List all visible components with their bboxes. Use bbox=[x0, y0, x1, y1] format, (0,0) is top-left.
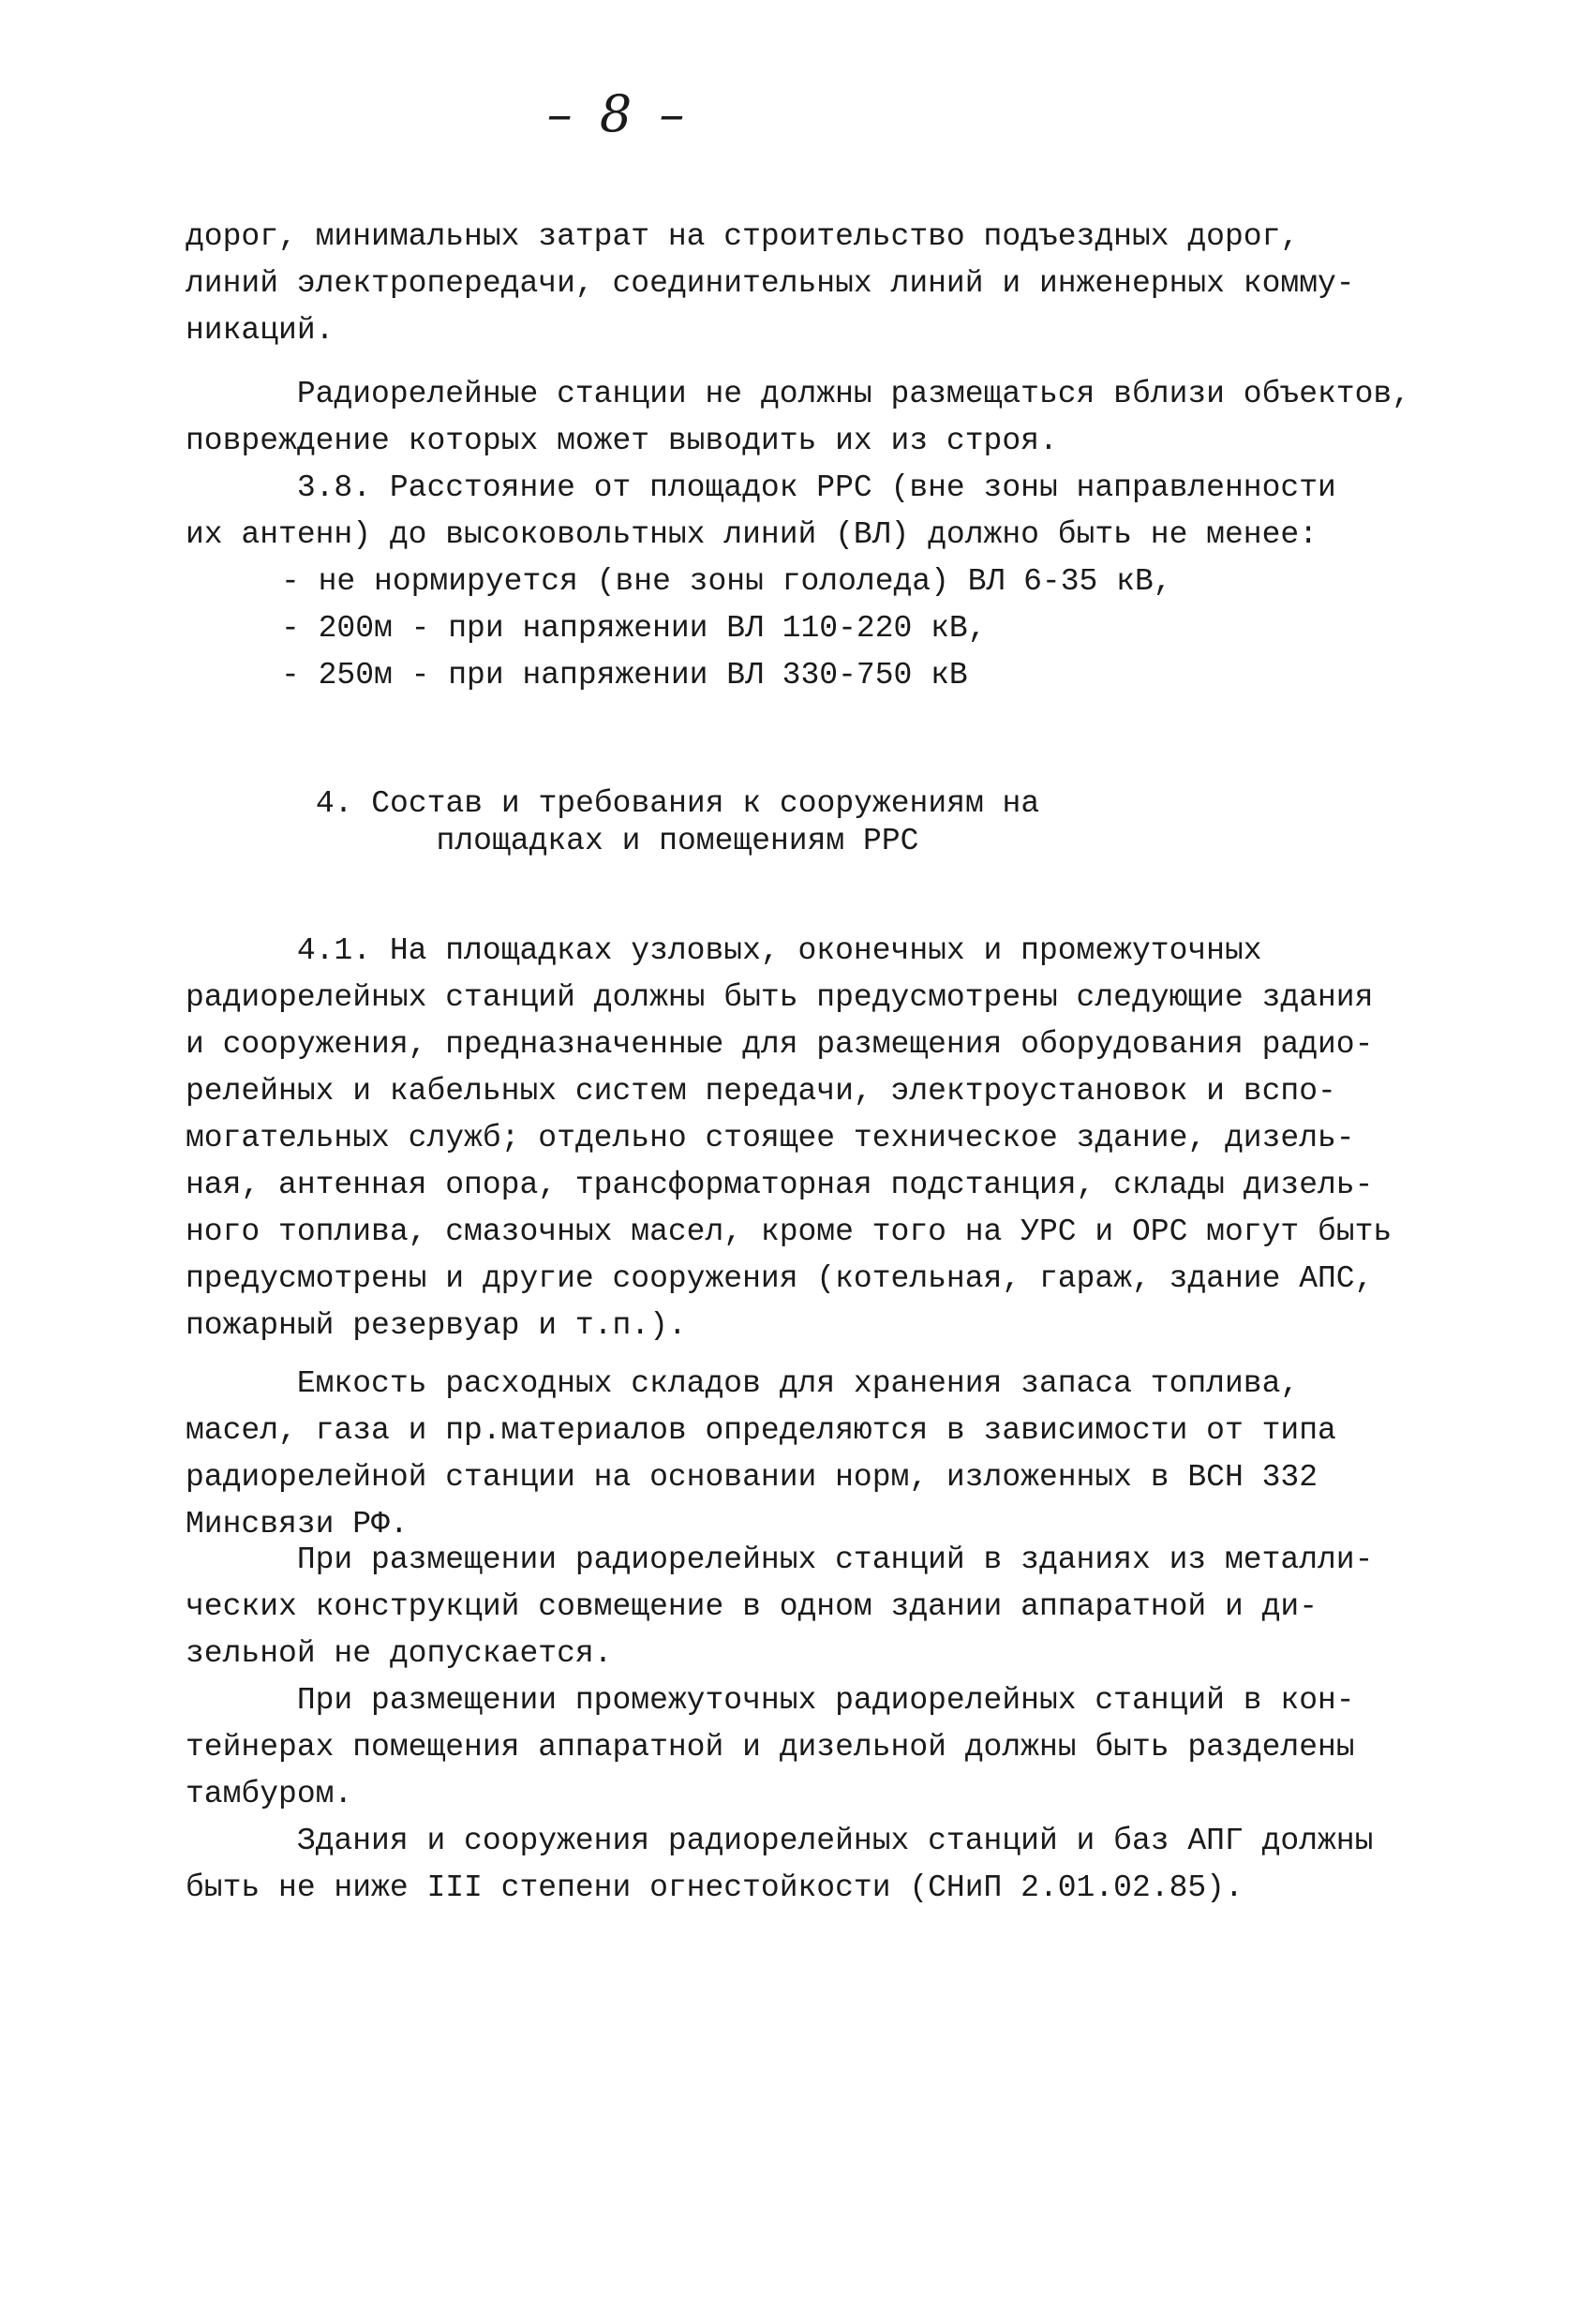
paragraph-placement-restriction: Радиорелейные станции не должны размещаться вблизи объектов, повреждение которых может выводить их из строя. bbox=[186, 377, 1411, 458]
paragraph-3-8-distance: 3.8. Расстояние от площадок РРС (вне зоны направленности их антенн) до высоковольтных линий (ВЛ) должно быть не менее: bbox=[186, 470, 1336, 552]
page-number: – 8 – bbox=[546, 84, 691, 143]
paragraph-metal-buildings: При размещении радиорелейных станций в зданиях из металли- ческих конструкций совмещение в одном здании аппаратной и ди- зельной не допускается. bbox=[186, 1542, 1374, 1671]
paragraph-containers: При размещении промежуточных радиорелейных станций в кон- тейнерах помещения аппаратной и дизельной должны быть разделены тамбуром. bbox=[186, 1683, 1355, 1811]
list-item: - 250м - при напряжении ВЛ 330-750 кВ bbox=[281, 658, 968, 693]
list-item: - 200м - при напряжении ВЛ 110-220 кВ, bbox=[281, 611, 987, 646]
list-item: - не нормируется (вне зоны гололеда) ВЛ 6-35 кВ, bbox=[281, 564, 1172, 599]
section-4-heading: 4. Состав и требования к сооружениям на площадках и помещениям РРС bbox=[315, 786, 1040, 858]
paragraph-storage-capacity: Емкость расходных складов для хранения запаса топлива, масел, газа и пр.материалов определяются в зависимости от типа радиорелейной станции на основании норм, изложенных в ВСН 332 Минсвязи РФ. bbox=[186, 1366, 1336, 1542]
paragraph-4-1-buildings: 4.1. На площадках узловых, оконечных и промежуточных радиорелейных станций должны быть предусмотрены следующие здания и сооружения, предназначенные для размещения оборудования радио- релейных и кабельных систем передачи, электроустановок и вспо- могательных служб; отдельно стоящее техническое здание, дизель- ная, антенная опора, трансформаторная подстанция, склады дизель- ного топлива, смазочных масел, кроме того на УРС и ОРС могут быть предусмотрены и другие сооружения (котельная, гараж, здание АПС, пожарный резервуар и т.п.). bbox=[186, 933, 1393, 1343]
distance-list bbox=[281, 559, 1172, 699]
paragraph-fire-resistance: Здания и сооружения радиорелейных станций и баз АПГ должны быть не ниже III степени огнестойкости (СНиП 2.01.02.85). bbox=[186, 1824, 1374, 1905]
paragraph-roads-continuation: дорог, минимальных затрат на строительство подъездных дорог, линий электропередачи, соединительных линий и инженерных комму- никаций. bbox=[186, 219, 1355, 348]
